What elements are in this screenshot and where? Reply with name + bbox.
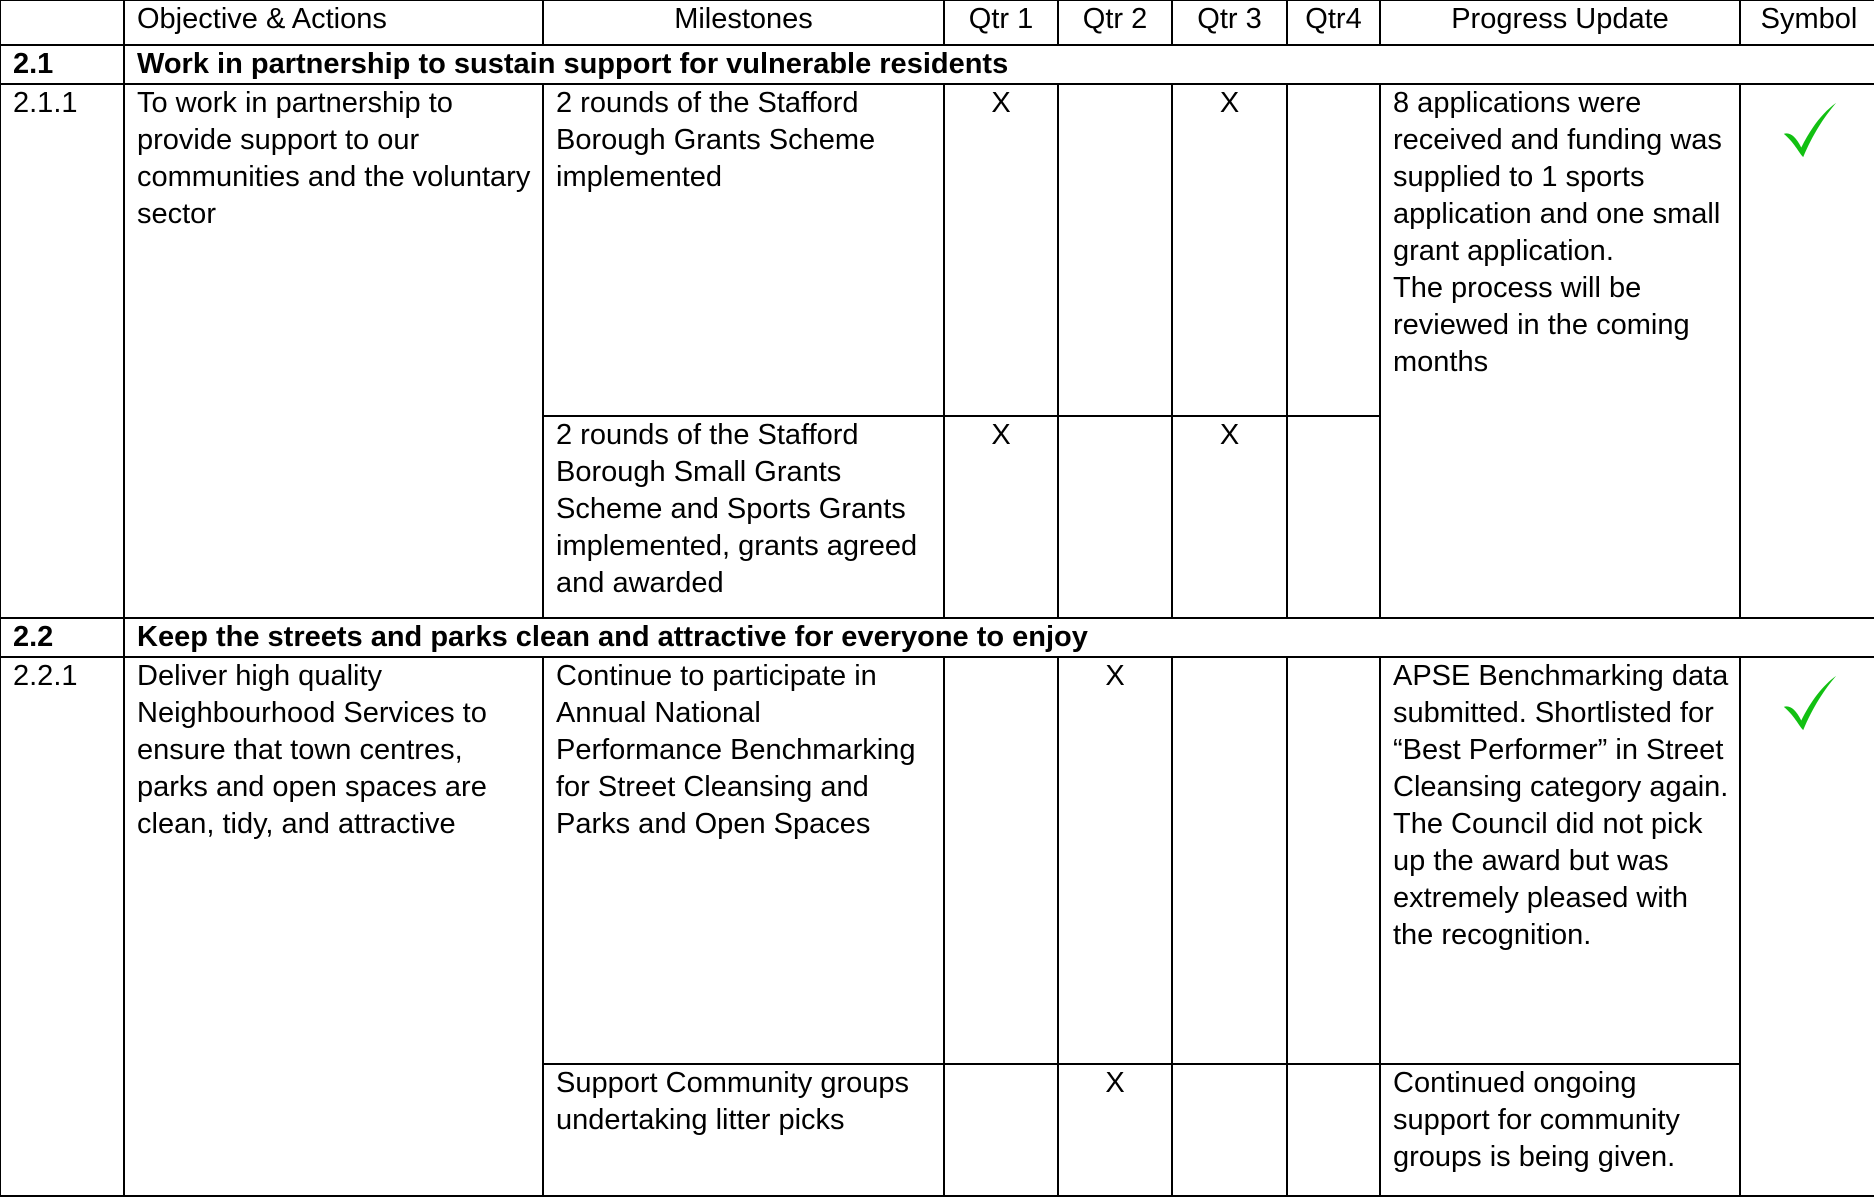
milestone-q4 bbox=[1287, 1064, 1380, 1196]
milestone-q1: X bbox=[944, 416, 1058, 618]
milestone-q2: X bbox=[1058, 1064, 1172, 1196]
progress-update: 8 applications were received and funding was supplied to 1 sports application and one small grant application. The process will be reviewed in the coming months bbox=[1380, 84, 1740, 618]
section-id: 2.2 bbox=[0, 618, 124, 657]
milestone-q4 bbox=[1287, 657, 1380, 1064]
milestone-q4 bbox=[1287, 416, 1380, 618]
action-id: 2.1.1 bbox=[0, 84, 124, 618]
milestone-text: Continue to participate in Annual National Performance Benchmarking for Street Cleansing and Parks and Open Spaces bbox=[543, 657, 944, 1064]
action-id: 2.2.1 bbox=[0, 657, 124, 1196]
green-check-icon bbox=[1778, 672, 1840, 734]
milestone-text: 2 rounds of the Stafford Borough Small Grants Scheme and Sports Grants implemented, grants agreed and awarded bbox=[543, 416, 944, 618]
milestone-q1 bbox=[944, 1064, 1058, 1196]
status-symbol bbox=[1740, 84, 1874, 618]
action-objective: To work in partnership to provide support to our communities and the voluntary sector bbox=[124, 84, 543, 618]
section-row bbox=[0, 45, 1874, 84]
section-title: Work in partnership to sustain support for vulnerable residents bbox=[124, 45, 1874, 84]
milestone-q4 bbox=[1287, 84, 1380, 416]
milestone-q1: X bbox=[944, 84, 1058, 416]
status-symbol bbox=[1740, 657, 1874, 1196]
milestone-q3 bbox=[1172, 657, 1287, 1064]
milestone-text: 2 rounds of the Stafford Borough Grants Scheme implemented bbox=[543, 84, 944, 416]
header-objective: Objective & Actions bbox=[124, 0, 543, 45]
milestone-q3: X bbox=[1172, 416, 1287, 618]
section-title: Keep the streets and parks clean and attractive for everyone to enjoy bbox=[124, 618, 1874, 657]
header-q1: Qtr 1 bbox=[944, 0, 1058, 45]
action-objective: Deliver high quality Neighbourhood Services to ensure that town centres, parks and open spaces are clean, tidy, and attractive bbox=[124, 657, 543, 1196]
milestone-q1 bbox=[944, 657, 1058, 1064]
milestone-q2 bbox=[1058, 416, 1172, 618]
milestone-q3 bbox=[1172, 1064, 1287, 1196]
progress-update: Continued ongoing support for community groups is being given. bbox=[1380, 1064, 1740, 1196]
header-q3: Qtr 3 bbox=[1172, 0, 1287, 45]
progress-update: APSE Benchmarking data submitted. Shortlisted for “Best Performer” in Street Cleansing category again. The Council did not pick up the award but was extremely pleased with the recognition. bbox=[1380, 657, 1740, 1064]
header-q2: Qtr 2 bbox=[1058, 0, 1172, 45]
green-check-icon bbox=[1778, 99, 1840, 161]
header-row bbox=[0, 0, 1874, 45]
header-progress: Progress Update bbox=[1380, 0, 1740, 45]
header-symbol: Symbol bbox=[1740, 0, 1874, 45]
section-id: 2.1 bbox=[0, 45, 124, 84]
header-milestones: Milestones bbox=[543, 0, 944, 45]
milestone-q2: X bbox=[1058, 657, 1172, 1064]
milestone-q3: X bbox=[1172, 84, 1287, 416]
action-row bbox=[0, 84, 1874, 416]
header-id bbox=[0, 0, 124, 45]
section-row bbox=[0, 618, 1874, 657]
action-row bbox=[0, 657, 1874, 1064]
milestone-q2 bbox=[1058, 84, 1172, 416]
header-q4: Qtr4 bbox=[1287, 0, 1380, 45]
milestone-text: Support Community groups undertaking litter picks bbox=[543, 1064, 944, 1196]
